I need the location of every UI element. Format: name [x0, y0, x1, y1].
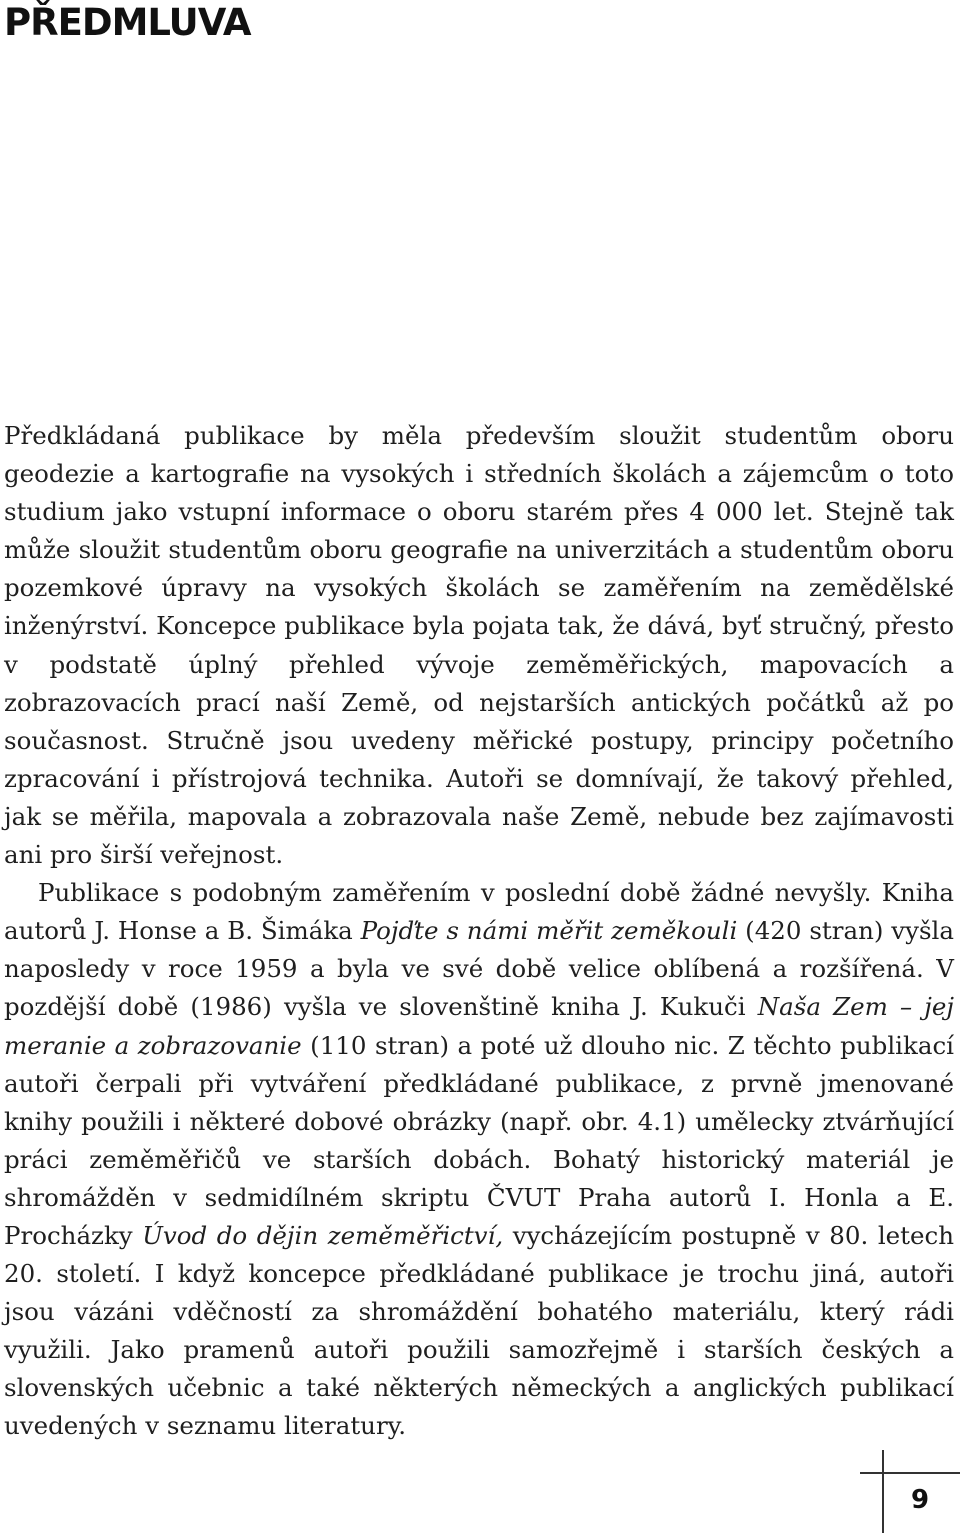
paragraph-2-text-3: (110 stran) a poté už dlouho nic. Z těchto publikací autoři čerpali při vytváření předkládané publikace, z prvně jmenované knihy použili i některé dobové obrázky (např. obr. 4.1) umělecky ztvárňující práci zeměměřičů ve starších dobách. Bohatý historický materiál je shromážděn v sedmidílném skriptu ČVUT Praha autorů I. Honla a E. Procházky [4, 1030, 954, 1250]
page-number: 9 [910, 1485, 930, 1515]
paragraph-2-text-4: vycházejícím postupně v 80. letech 20. století. I když koncepce předkládané publikace je trochu jiná, autoři jsou vázáni vděčností za shromáždění bohatého materiálu, který rádi využili. Jako pramenů autoři použili samozřejmě i starších českých a slovenských učebnic a také některých německých a anglických publikací uvedených v seznamu literatury. [4, 1220, 955, 1441]
page-title: PŘEDMLUVA [4, 1, 251, 44]
corner-mark-horizontal-line [860, 1472, 960, 1474]
body-text [4, 417, 954, 1446]
book-title-1: Pojďte s námi měřit zeměkouli [360, 916, 738, 946]
paragraph-2-text-2: (420 stran) vyšla naposledy v roce 1959 a byla ve své době velice oblíbená a rozšířená. V pozdější době (1986) vyšla ve slovenštině kniha J. Kukuči [4, 916, 954, 1022]
paragraph-1: Předkládaná publikace by měla především sloužit studentům oboru geodezie a kartografie na vysokých i středních školách a zájemcům o toto studium jako vstupní informace o oboru starém přes 4 000 let. Stejně tak může sloužit studentům oboru geografie na univerzitách a studentům oboru pozemkové úpravy na vysokých školách se zaměřením na zemědělské inženýrství. Koncepce publikace byla pojata tak, že dává, byť stručný, přesto v podstatě úplný přehled vývoje zeměměřických, mapovacích a zobrazovacích prací naší Země, od nejstarších antických počátků až po současnost. Stručně jsou uvedeny měřické postupy, principy početního zpracování i přístrojová technika. Autoři se domnívají, že takový přehled, jak se měřila, mapovala a zobrazovala naše Země, nebude bez zajímavosti ani pro širší veřejnost. [4, 421, 954, 870]
corner-mark-vertical-line [882, 1450, 884, 1533]
book-title-2: Naša Zem – jej meranie a zobrazovanie [4, 992, 954, 1060]
paragraph-2-text-1: Publikace s podobným zaměřením v poslední době žádné nevyšly. Kniha autorů J. Honse a B. Šimáka [4, 878, 954, 946]
book-title-3: Úvod do dějin zeměměřictví, [142, 1220, 504, 1250]
paragraph-2 [4, 874, 954, 1445]
